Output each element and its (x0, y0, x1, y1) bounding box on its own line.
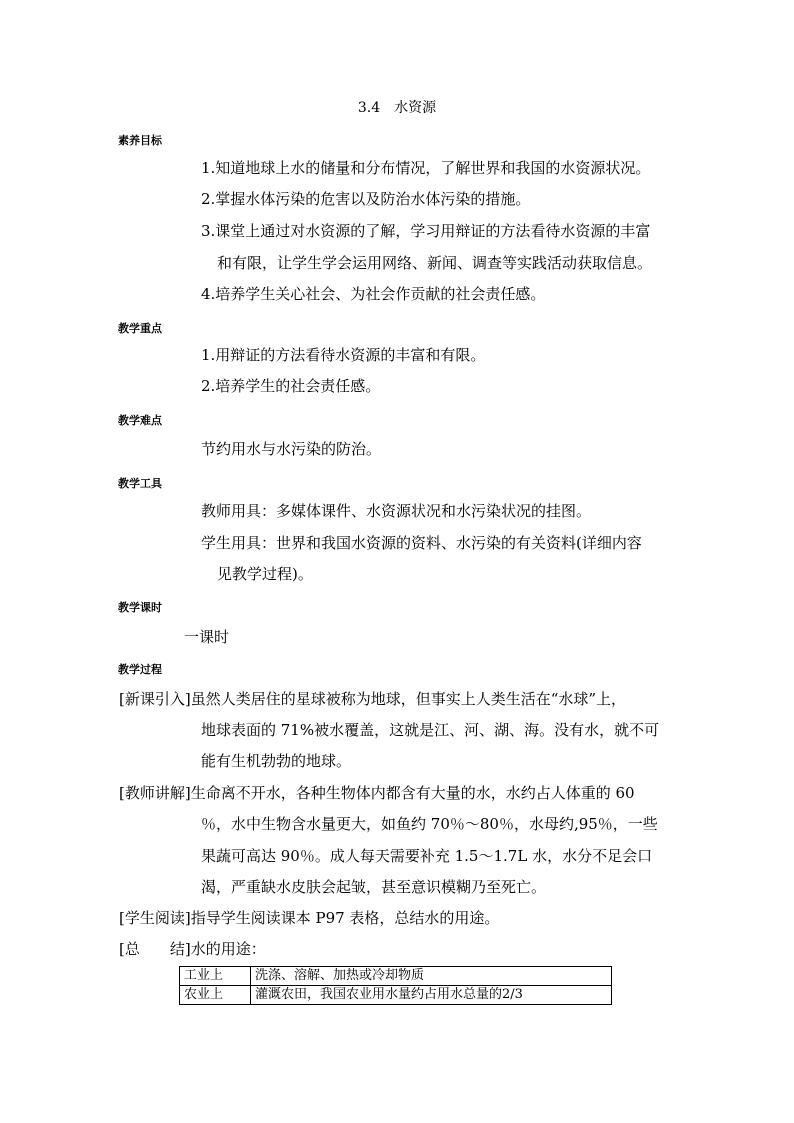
process-line-9: [总 结]水的用途： (119, 940, 266, 958)
heading-difficulties: 教学难点 (118, 414, 162, 427)
table-cell-field: 农业上 (180, 986, 251, 1005)
goal-item-1: 1.知道地球上水的储量和分布情况，了解世界和我国的水资源状况。 (201, 159, 651, 177)
goal-item-4: 4.培养学生关心社会、为社会作贡献的社会责任感。 (201, 285, 546, 303)
table-cell-use: 洗涤、溶解、加热或冷却物质 (251, 967, 612, 986)
page-title: 3.4 水资源 (357, 100, 437, 116)
heading-key-points: 教学重点 (118, 322, 162, 335)
heading-tools: 教学工具 (118, 477, 162, 490)
goal-item-2: 2.掌握水体污染的危害以及防治水体污染的措施。 (201, 190, 531, 208)
goal-item-3-cont: 和有限，让学生学会运用网络、新闻、调查等实践活动获取信息。 (217, 254, 653, 272)
tool-student: 学生用具：世界和我国水资源的资料、水污染的有关资料(详细内容 (201, 534, 642, 552)
heading-goals: 素养目标 (118, 134, 162, 147)
water-uses-table (179, 966, 612, 1005)
heading-process: 教学过程 (118, 663, 162, 676)
goal-item-3: 3.课堂上通过对水资源的了解，学习用辩证的方法看待水资源的丰富 (201, 222, 651, 240)
difficulty-1: 节约用水与水污染的防治。 (201, 440, 382, 458)
period-1: 一课时 (184, 628, 230, 646)
key-point-1: 1.用辩证的方法看待水资源的丰富和有限。 (201, 346, 486, 364)
process-line-6: 果蔬可高达 90％。成人每天需要补充 1.5～1.7L 水，水分不足会口 (201, 847, 653, 865)
process-line-7: 渴，严重缺水皮肤会起皱，甚至意识模糊乃至死亡。 (201, 878, 547, 896)
process-line-2: 地球表面的 71%被水覆盖，这就是江、河、湖、海。没有水，就不可 (201, 721, 660, 739)
table-cell-field: 工业上 (180, 967, 251, 986)
key-point-2: 2.培养学生的社会责任感。 (201, 377, 381, 395)
process-line-5: ％，水中生物含水量更大，如鱼约 70％～80％，水母约,95％，一些 (201, 815, 658, 833)
process-line-8: [学生阅读]指导学生阅读课本 P97 表格，总结水的用途。 (119, 909, 500, 927)
process-line-3: 能有生机勃勃的地球。 (201, 752, 352, 770)
heading-periods: 教学课时 (118, 601, 162, 614)
table-row (180, 986, 612, 1005)
process-line-1: [新课引入]虽然人类居住的星球被称为地球，但事实上人类生活在“水球”上， (119, 690, 627, 708)
process-line-4: [教师讲解]生命离不开水，各种生物体内都含有大量的水，水约占人体重的 60 (119, 784, 635, 802)
tool-student-cont: 见教学过程)。 (217, 565, 313, 583)
tool-teacher: 教师用具：多媒体课件、水资源状况和水污染状况的挂图。 (201, 502, 592, 520)
table-cell-use: 灌溉农田，我国农业用水量约占用水总量的2/3 (251, 986, 612, 1005)
table-row (180, 967, 612, 986)
